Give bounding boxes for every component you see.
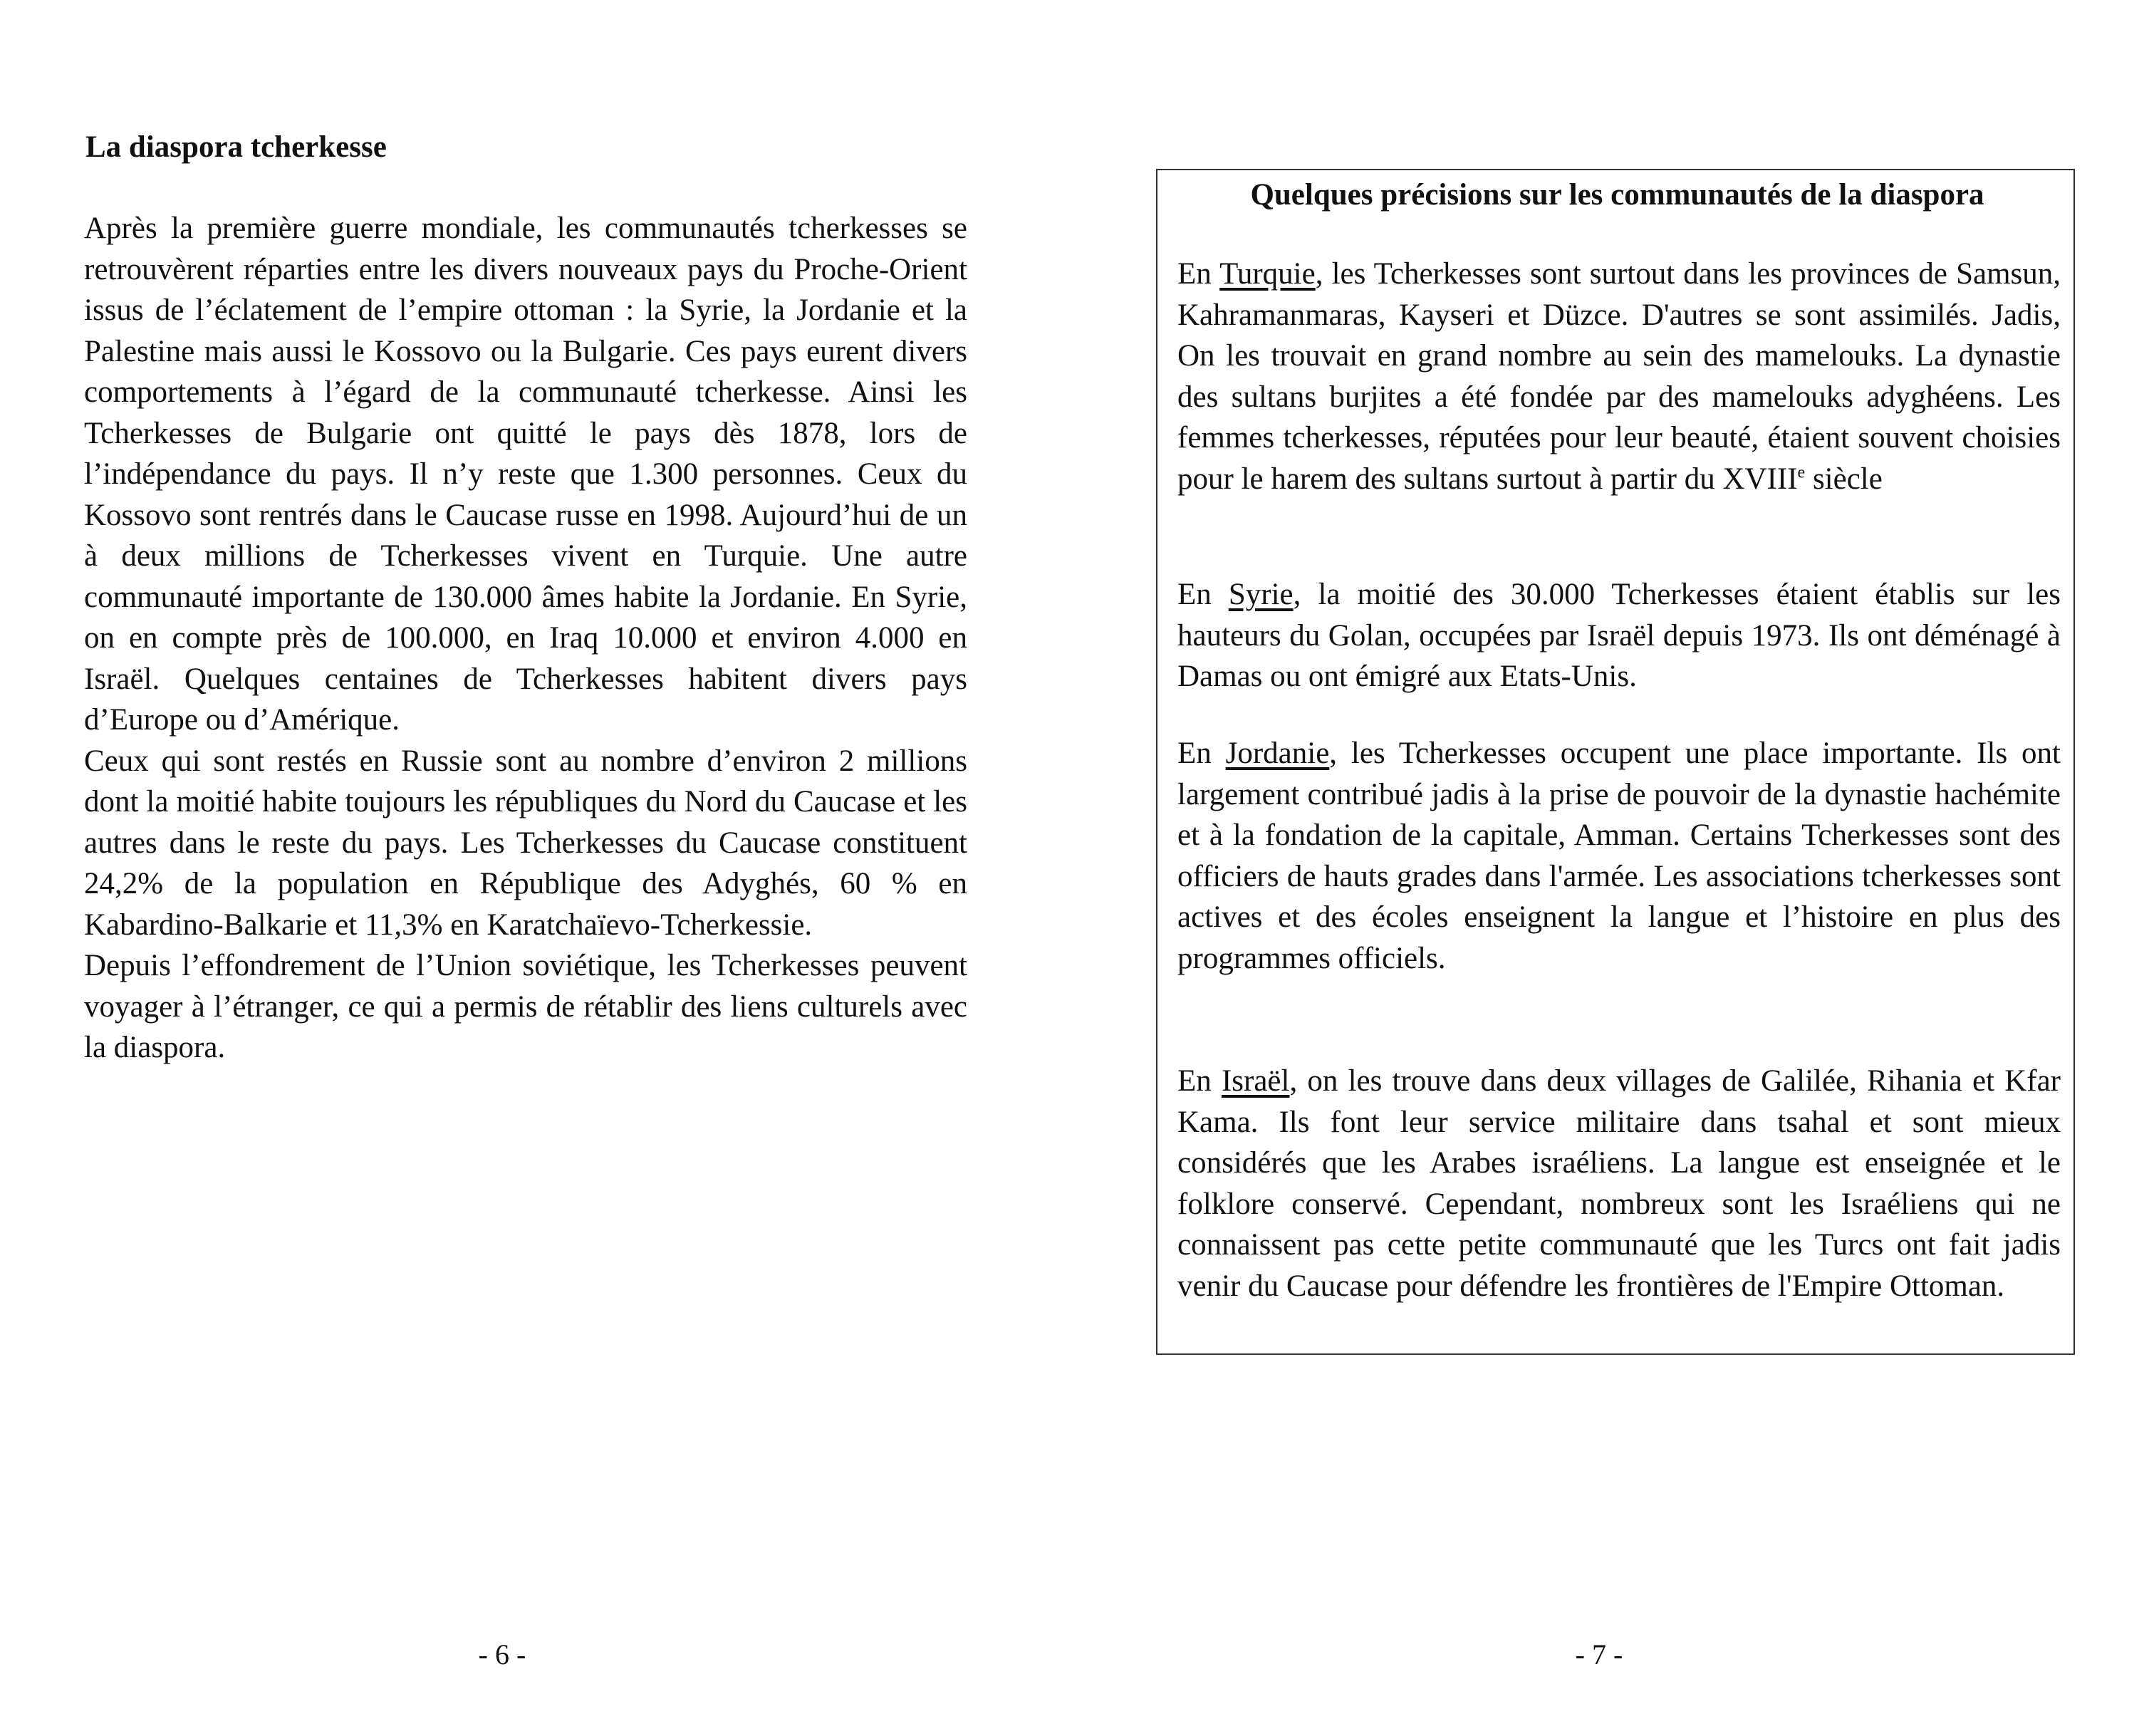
country-syrie: Syrie [1228, 578, 1294, 611]
country-israel: Israël [1221, 1064, 1290, 1098]
section-turquie [1177, 254, 2061, 499]
section-israel [1177, 1061, 2061, 1306]
right-page [1072, 0, 2144, 1736]
box-title: Quelques précisions sur les communautés de la diaspora [1250, 178, 1984, 212]
page-number-left: - 6 - [478, 1638, 526, 1670]
section-jordanie-prefix: En [1177, 737, 1226, 770]
country-jordanie: Jordanie [1225, 737, 1330, 770]
section-jordanie-text: , les Tcherkesses occupent une place importante. Ils ont largement contribué jadis à la prise de pouvoir de la dynastie hachémite et à la fondation de la capitale, Amman. Certains Tcherkesses sont des officiers de hauts grades dans l'armée. Les associations tcherkesses sont actives et des écoles enseignent la langue et l’histoire en plus des programmes officiels. [1177, 737, 2061, 975]
section-syrie-text: , la moitié des 30.000 Tcherkesses étaient établis sur les hauteurs du Golan, occupées par Israël depuis 1973. Ils ont déménagé à Damas ou ont émigré aux Etats-Unis. [1177, 578, 2061, 693]
left-paragraph-2: Ceux qui sont restés en Russie sont au nombre d’environ 2 millions dont la moitié habite toujours les républiques du Nord du Caucase et les autres dans le reste du pays. Les Tcherkesses du Caucase constituent 24,2% de la population en République des Adyghés, 60 % en Kabardino-Balkarie et 11,3% en Karatchaïevo-Tcherkessie. [84, 744, 967, 942]
section-syrie [1177, 574, 2061, 697]
left-page-title: La diaspora tcherkesse [85, 130, 387, 164]
section-israel-prefix: En [1177, 1064, 1222, 1098]
left-paragraph-3: Depuis l’effondrement de l’Union soviétique, les Tcherkesses peuvent voyager à l’étranger, ce qui a permis de rétablir des liens culturels avec la diaspora. [84, 949, 967, 1064]
left-paragraph-1: Après la première guerre mondiale, les communautés tcherkesses se retrouvèrent réparties entre les divers nouveaux pays du Proche-Orient issus de l’éclatement de l’empire ottoman : la Syrie, la Jordanie et la Palestine mais aussi le Kossovo ou la Bulgarie. Ces pays eurent divers comportements à l’égard de la communauté tcherkesse. Ainsi les Tcherkesses de Bulgarie ont quitté le pays dès 1878, lors de l’indépendance du pays. Il n’y reste que 1.300 personnes. Ceux du Kossovo sont rentrés dans le Caucase russe en 1998. Aujourd’hui de un à deux millions de Tcherkesses vivent en Turquie. Une autre communauté importante de 130.000 âmes habite la Jordanie. En Syrie, on en compte près de 100.000, en Iraq 10.000 et environ 4.000 en Israël. Quelques centaines de Tcherkesses habitent divers pays d’Europe ou d’Amérique. [84, 212, 967, 737]
section-turquie-prefix: En [1177, 257, 1220, 291]
section-turquie-text: , les Tcherkesses sont surtout dans les provinces de Samsun, Kahramanmaras, Kayseri et Düzce. D'autres se sont assimilés. Jadis, On les trouvait en grand nombre au sein des mamelouks. La dynastie des sultans burjites a été fondée par des mamelouks adyghéens. Les femmes tcherkesses, réputées pour leur beauté, étaient souvent choisies pour le harem des sultans surtout à partir du XVIII [1177, 257, 2061, 496]
section-israel-text: , on les trouve dans deux villages de Galilée, Rihania et Kfar Kama. Ils font leur service militaire dans tsahal et sont mieux considérés que les Arabes israéliens. La langue est enseignée et le folklore conservé. Cependant, nombreux sont les Israéliens qui ne connaissent pas cette petite communauté que les Turcs ont fait jadis venir du Caucase pour défendre les frontières de l'Empire Ottoman. [1177, 1064, 2061, 1303]
section-jordanie [1177, 733, 2061, 979]
section-turquie-text-end: siècle [1805, 462, 1883, 496]
diaspora-details-box [1156, 169, 2075, 1355]
section-syrie-prefix: En [1177, 578, 1229, 611]
country-turquie: Turquie [1219, 257, 1316, 291]
page-number-right: - 7 - [1575, 1638, 1623, 1670]
century-superscript: e [1797, 463, 1806, 482]
left-page-body [84, 208, 967, 1069]
